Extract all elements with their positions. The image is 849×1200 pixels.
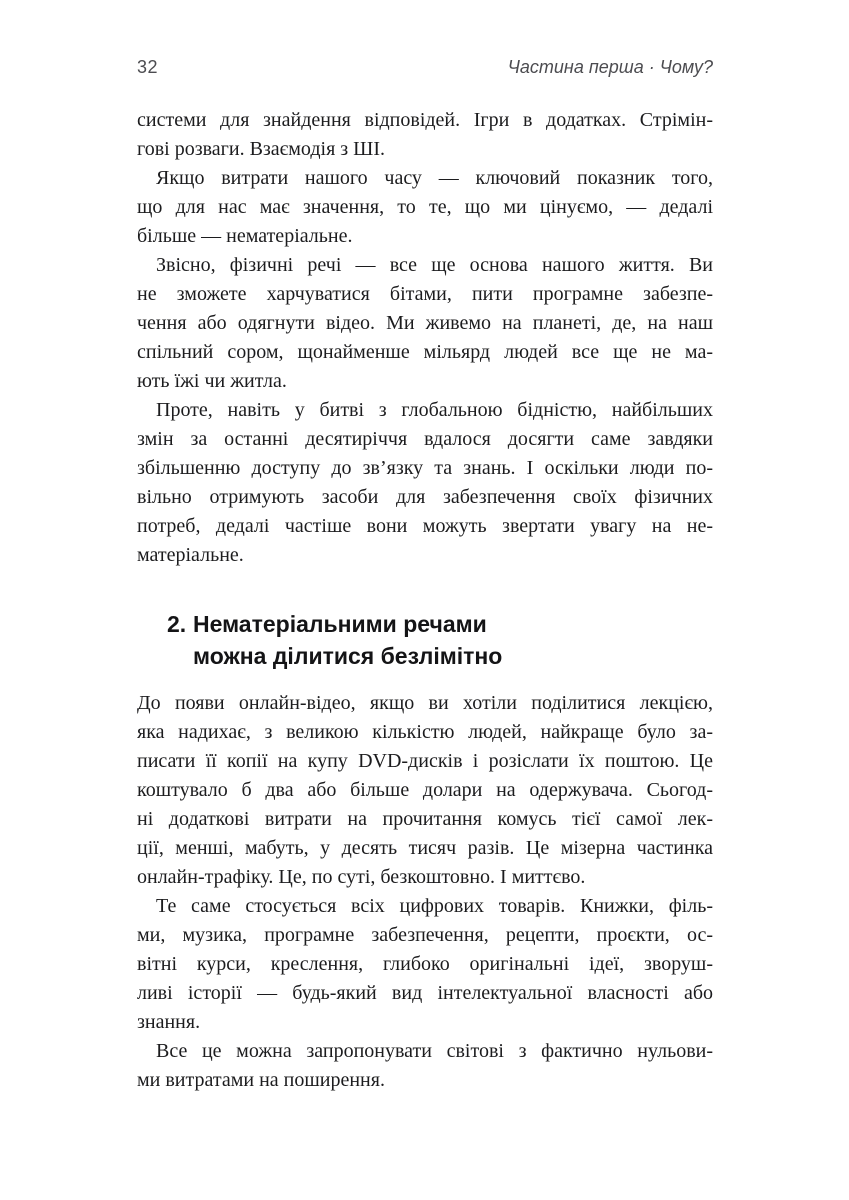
text-block bbox=[137, 106, 713, 1095]
text-line: Якщо витрати нашого часу — ключовий показник того, bbox=[156, 167, 713, 189]
text-line: ливі історії — будь-який вид інтелектуальної власності або bbox=[137, 982, 713, 1004]
text-line: вільно отримують засоби для забезпечення своїх фізичних bbox=[137, 486, 713, 508]
paragraph bbox=[137, 164, 713, 251]
text-line: ють їжі чи житла. bbox=[137, 370, 287, 392]
text-line: спільний сором, щонайменше мільярд людей все ще не ма- bbox=[137, 341, 713, 363]
running-title: Частина перша · Чому? bbox=[507, 57, 713, 77]
text-line: системи для знайдення відповідей. Ігри в додатках. Стрімін- bbox=[137, 109, 713, 131]
text-line: онлайн-трафіку. Це, по суті, безкоштовно. І миттєво. bbox=[137, 866, 586, 888]
section-heading-line: Нематеріальними речами bbox=[193, 611, 487, 637]
text-line: ми, музика, програмне забезпечення, рецепти, проєкти, ос- bbox=[137, 924, 713, 946]
text-line: ції, менші, мабуть, у десять тисяч разів. Це мізерна частинка bbox=[137, 837, 713, 859]
text-line: матеріальне. bbox=[137, 544, 244, 566]
text-line: ні додаткові витрати на прочитання комусь тієї самої лек- bbox=[137, 808, 713, 830]
paragraph bbox=[137, 396, 713, 570]
section-heading-number: 2. bbox=[167, 611, 187, 637]
page-number: 32 bbox=[137, 57, 159, 77]
text-line: Проте, навіть у битві з глобальною бідністю, найбільших bbox=[156, 399, 713, 421]
text-line: ми витратами на поширення. bbox=[137, 1069, 385, 1091]
text-line: що для нас має значення, то те, що ми цінуємо, — дедалі bbox=[137, 196, 713, 218]
text-line: знання. bbox=[137, 1011, 201, 1033]
text-line: не зможете харчуватися бітами, пити програмне забезпе- bbox=[137, 283, 713, 305]
text-line: Те саме стосується всіх цифрових товарів. Книжки, філь- bbox=[156, 895, 713, 917]
text-line: вітні курси, креслення, глибоко оригінальні ідеї, зворуш- bbox=[137, 953, 713, 975]
text-line: змін за останні десятиріччя вдалося досягти саме завдяки bbox=[137, 428, 713, 450]
text-line: більше — нематеріальне. bbox=[137, 225, 353, 247]
paragraph bbox=[137, 251, 713, 396]
text-line: яка надихає, з великою кількістю людей, найкраще було за- bbox=[137, 721, 713, 743]
text-line: До появи онлайн-відео, якщо ви хотіли поділитися лекцією, bbox=[137, 692, 713, 714]
text-line: потреб, дедалі частіше вони можуть звертати увагу на не- bbox=[137, 515, 713, 537]
text-line: Все це можна запропонувати світові з фактично нульови- bbox=[156, 1040, 713, 1062]
paragraph bbox=[137, 689, 713, 892]
paragraph bbox=[137, 892, 713, 1037]
section-heading-line: можна ділитися безлімітно bbox=[193, 643, 503, 669]
text-line: Звісно, фізичні речі — все ще основа нашого життя. Ви bbox=[156, 254, 713, 276]
running-head bbox=[137, 57, 713, 78]
text-line: збільшенню доступу до зв’язку та знань. І оскільки люди по- bbox=[137, 457, 713, 479]
text-line: коштувало б два або більше долари на одержувача. Сьогод- bbox=[137, 779, 713, 801]
text-line: писати її копії на купу DVD-дисків і розіслати їх поштою. Це bbox=[137, 750, 713, 772]
paragraph bbox=[137, 1037, 713, 1095]
section-heading bbox=[137, 608, 713, 672]
text-line: гові розваги. Взаємодія з ШІ. bbox=[137, 138, 386, 160]
text-line: чення або одягнути відео. Ми живемо на планеті, де, на наш bbox=[137, 312, 713, 334]
paragraph bbox=[137, 106, 713, 164]
